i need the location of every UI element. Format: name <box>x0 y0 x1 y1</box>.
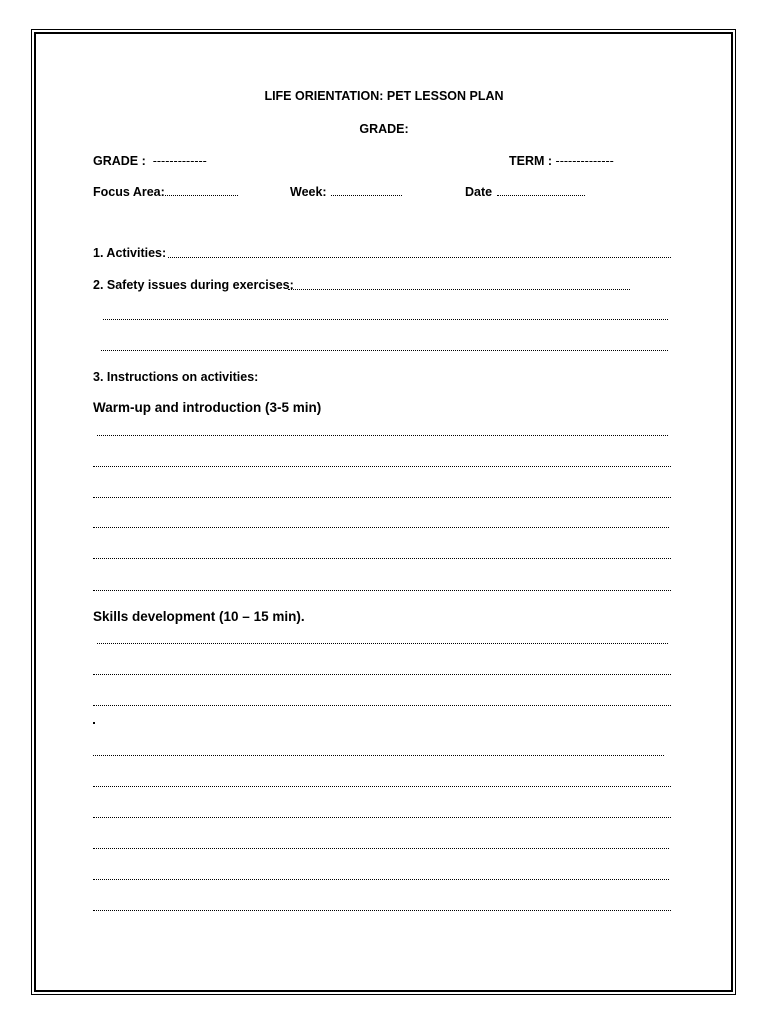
safety-label: 2. Safety issues during exercises: <box>93 278 294 292</box>
safety-line-2 <box>103 319 668 320</box>
activities-label: 1. Activities: <box>93 246 167 260</box>
warmup-line-4 <box>93 527 669 528</box>
term-label: TERM : <box>509 154 553 168</box>
term-field <box>509 155 614 168</box>
skills-heading: Skills development (10 – 15 min). <box>93 609 305 624</box>
week-label: Week: <box>290 185 327 199</box>
grade-label: GRADE : <box>93 154 146 168</box>
instructions-label: 3. Instructions on activities: <box>93 370 259 384</box>
safety-line-1 <box>288 289 630 290</box>
grade-blank: ------------- <box>152 154 207 168</box>
warmup-heading: Warm-up and introduction (3-5 min) <box>93 400 322 415</box>
stray-dot <box>93 722 95 724</box>
warmup-line-5 <box>93 558 671 559</box>
document-title: LIFE ORIENTATION: PET LESSON PLAN <box>264 89 504 103</box>
skills-line-8 <box>93 879 669 880</box>
term-blank: -------------- <box>555 154 614 168</box>
focus-area-line <box>165 195 238 196</box>
activities-line <box>168 257 671 258</box>
skills-line-6 <box>93 817 671 818</box>
skills-line-5 <box>93 786 671 787</box>
warmup-line-2 <box>93 466 671 467</box>
skills-line-9 <box>93 910 671 911</box>
warmup-line-6 <box>93 590 671 591</box>
grade-field <box>93 155 207 168</box>
safety-line-3 <box>101 350 668 351</box>
focus-area-label: Focus Area: <box>93 185 165 199</box>
warmup-line-1 <box>97 435 668 436</box>
week-line <box>331 195 402 196</box>
skills-line-1 <box>97 643 668 644</box>
skills-line-2 <box>93 674 671 675</box>
date-line <box>497 195 585 196</box>
grade-heading: GRADE: <box>359 122 409 136</box>
skills-line-4 <box>93 755 664 756</box>
date-label: Date <box>465 185 493 199</box>
skills-line-7 <box>93 848 669 849</box>
skills-line-3 <box>93 705 671 706</box>
warmup-line-3 <box>93 497 671 498</box>
